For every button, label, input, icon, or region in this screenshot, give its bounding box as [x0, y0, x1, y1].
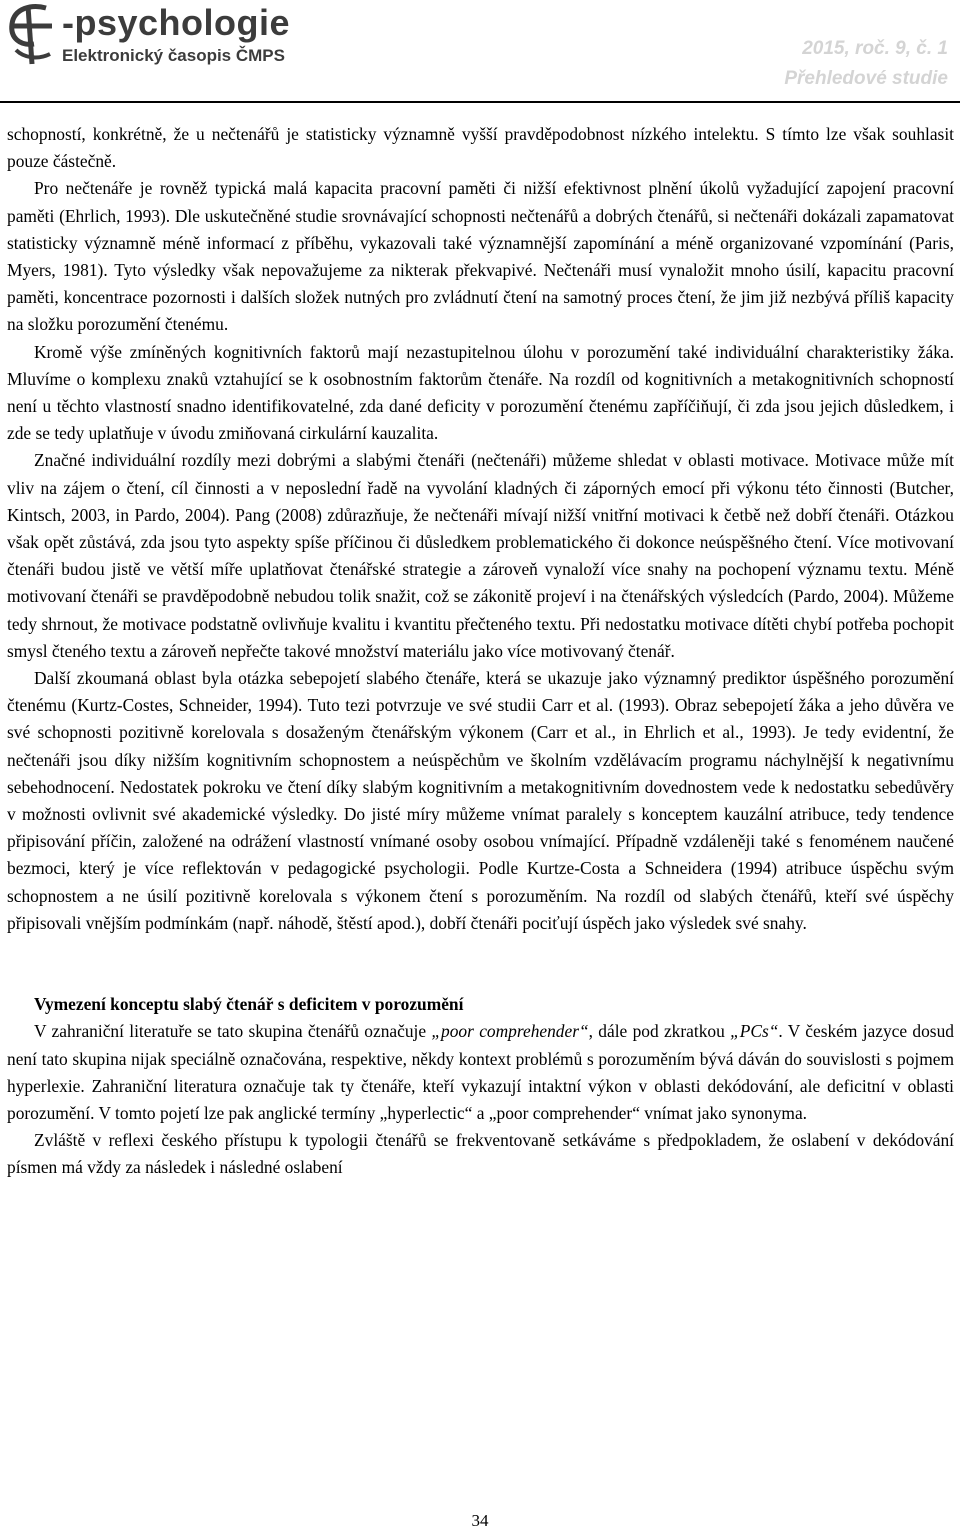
page-number: 34 [471, 1511, 489, 1530]
term-pcs: „PCs“ [730, 1021, 779, 1042]
psi-logo-icon [2, 2, 60, 66]
page-header [0, 0, 960, 106]
logo-subtitle: Elektronický časopis ČMPS [62, 46, 285, 65]
text-run: V zahraniční literatuře se tato skupina čtenářů označuje [34, 1021, 432, 1042]
paragraph: Další zkoumaná oblast byla otázka sebepojetí slabého čtenáře, která se ukazuje jako významný prediktor úspěšného porozumění čtenému (Kurtz-Costes, Schneider, 1994). Tuto tezi potvrzuje ve své studii Carr et al. (1993). Obraz sebepojetí žáka a jeho důvěra ve své schopnosti pozitivně korelovala s dosaženým čtenářským výkonem (Carr et al., in Ehrlich et al., 1993). Je tedy evidentní, že nečtenáři jsou díky nižším kognitivním schopnostem a neúspěchům ve školním vzdělávacím programu náchylnější k negativnímu sebehodnocení. Nedostatek pokroku ve čtení díky slabým kognitivním a metakognitivním dovednostem vede k nedostatku sebedůvěry v možnosti ovlivnit své akademické výsledky. Do jisté míry můžeme vnímat paralely s konceptem kauzální atribuce, tedy tendence připisování příčin, založené na odrážení vlastností vnímané osoby osobou vnímající. Případně vzdáleněji také s fenoménem naučené bezmoci, který je více reflektován v pedagogické psychologii. Podle Kurtze-Costa a Schneidera (1994) atribuce úspěchu svým schopnostem a ne úsilí pozitivně korelovala s výkonem čtení s porozuměním. Na rozdíl od slabých čtenářů, kteří své úspěchy připisovali vnějším podmínkám (např. náhodě, štěstí apod.), dobří čtenáři pociťují úspěch jako výsledek své snahy. [7, 668, 954, 933]
article-body [7, 121, 954, 1182]
paragraph: schopností, konkrétně, že u nečtenářů je statisticky významně vyšší pravděpodobnost nízkého intelektu. S tímto lze však souhlasit pouze částečně. [7, 124, 954, 172]
section-spacer [7, 937, 954, 991]
paragraph: Značné individuální rozdíly mezi dobrými a slabými čtenáři (nečtenáři) můžeme shledat v oblasti motivace. Motivace může mít vliv na zájem o čtení, cíl činnosti a v neposlední řadě na vyvolání kladných či záporných emocí při výkonu této činnosti (Butcher, Kintsch, 2003, in Pardo, 2004). Pang (2008) zdůrazňuje, že nečtenáři mívají nižší vnitřní motivaci k četbě než dobří čtenáři. Otázkou však opět zůstává, zda jsou tyto aspekty spíše příčinou či důsledkem problematického či dokonce neúspěšného čtení. Více motivovaní čtenáři budou jistě ve větší míře uplatňovat čtenářské strategie a zároveň vynaloží více snahy na pochopení významu textu. Méně motivovaní čtenáři se pravděpodobně nebudou tolik snažit, což se zákonitě projeví i na čtenářských výsledcích (Pardo, 2004). Můžeme tedy shrnout, že motivace podstatně ovlivňuje kvalitu i kvantitu přečteného textu. Při nedostatku motivace dítěti chybí potřeba pochopit smysl čteného textu a zároveň nepřečte takové množství materiálu jako více motivovaný čtenář. [7, 450, 954, 661]
logo-title: -psychologie [62, 2, 291, 43]
issue-label: 2015, roč. 9, č. 1 [802, 38, 948, 59]
term-poor-comprehender: „poor comprehender“ [431, 1021, 589, 1042]
section-heading: Vymezení konceptu slabý čtenář s deficitem v porozumění [34, 994, 464, 1015]
text-run: , dále pod zkratkou [588, 1021, 731, 1042]
section-label: Přehledové studie [784, 68, 948, 89]
paragraph: Pro nečtenáře je rovněž typická malá kapacita pracovní paměti či nižší efektivnost plnění úkolů vyžadující zapojení pracovní paměti (Ehrlich, 1993). Dle uskutečněné studie srovnávající schopnosti nečtenářů a dobrých čtenářů, si nečtenáři dokázali zapamatovat statisticky významně méně informací z příběhu, vykazovali také významnější zapomínání a méně organizované vzpomínání (Paris, Myers, 1981). Tyto výsledky však nepovažujeme za nikterak překvapivé. Nečtenáři musí vynaložit mnoho úsilí, kapacitu pracovní paměti, koncentrace pozornosti i dalších složek nutných pro zvládnutí čtení na samotný proces čtení, že jim již nezbývá příliš kapacity na složku porozumění čtenému. [7, 178, 954, 335]
journal-logo [2, 2, 332, 68]
header-rule [0, 101, 960, 103]
paragraph: Zvláště v reflexi českého přístupu k typologii čtenářů se frekventovaně setkáváme s předpokladem, že oslabení v dekódování písmen má vždy za následek i následné oslabení [7, 1130, 954, 1178]
paragraph: Kromě výše zmíněných kognitivních faktorů mají nezastupitelnou úlohu v porozumění také individuální charakteristiky žáka. Mluvíme o komplexu znaků vztahující se k osobnostním faktorům čtenáře. Na rozdíl od kognitivních a metakognitivních schopností není u těchto vlastností snadno identifikovatelné, zda dané deficity v porozumění čtenému zapříčiňují, či zda jsou jejich důsledkem, i zde se tedy uplatňuje v úvodu zmiňovaná cirkulární kauzalita. [7, 341, 954, 444]
paragraph [7, 1018, 954, 1127]
text-run: . V českém jazyce dosud není tato skupina nijak speciálně označována, respektive, někdy kontext problémů s porozuměním bývá dáván do souvislosti s pojmem hyperlexie. Zahraniční literatura označuje tak ty čtenáře, kteří vykazují intaktní výkon v oblasti dekódování, ale deficitní v oblasti porozumění. V tomto pojetí lze pak anglické termíny „hyperlectic“ a „poor comprehender“ vnímat jako synonyma. [7, 1021, 954, 1123]
